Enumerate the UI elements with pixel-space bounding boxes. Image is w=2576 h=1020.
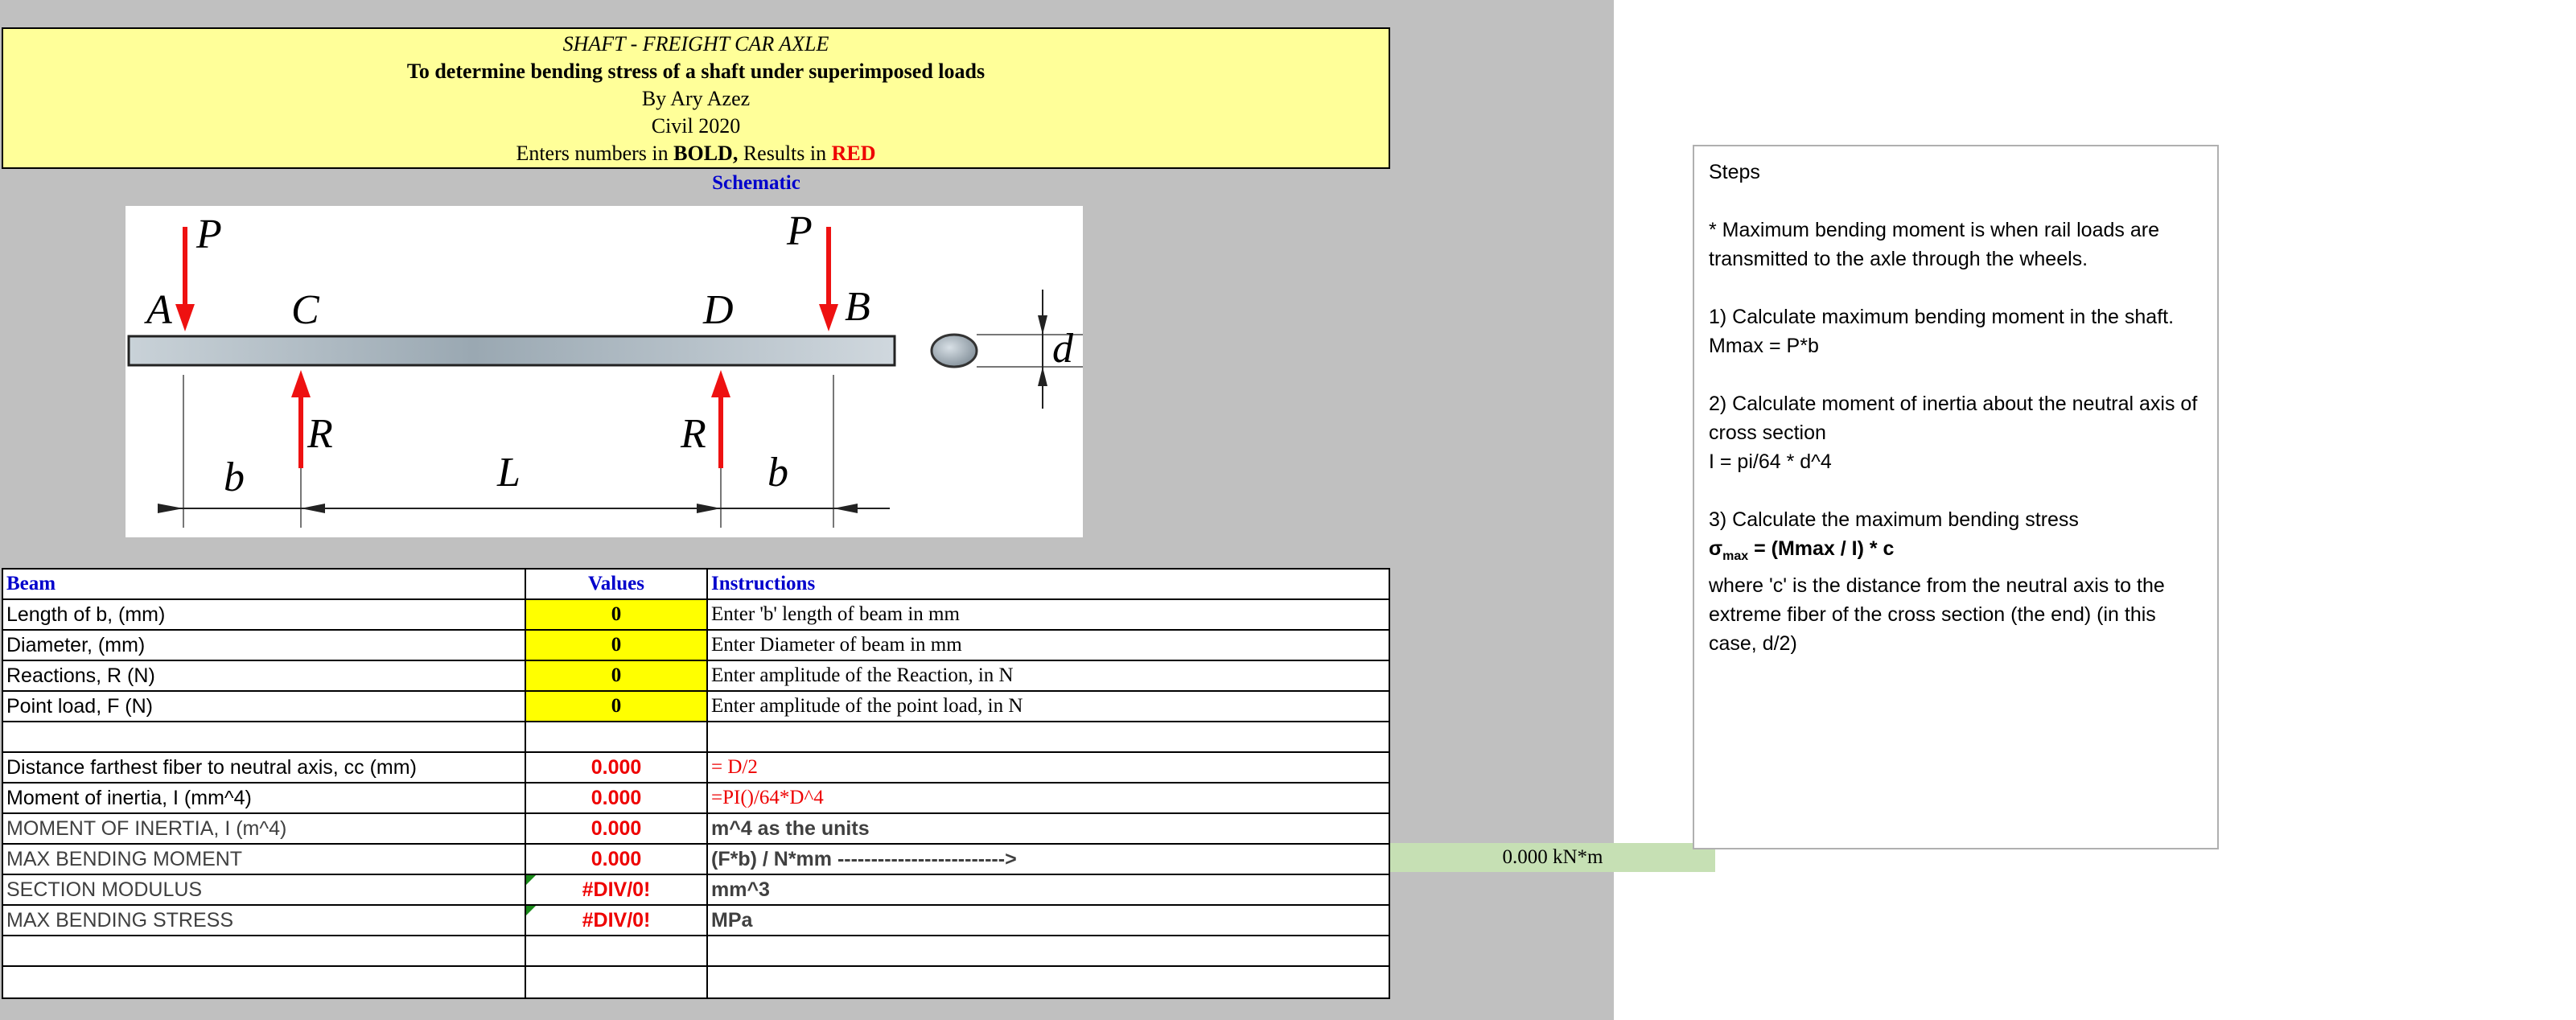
instruction-cell[interactable]: mm^3	[711, 878, 770, 901]
empty-cell[interactable]	[3, 722, 526, 751]
table-header-row	[3, 570, 1389, 600]
empty-cell[interactable]	[708, 936, 1389, 965]
instruction-cell[interactable]: =PI()/64*D^4	[711, 787, 824, 808]
header-beam[interactable]: Beam	[3, 570, 526, 598]
schematic-image[interactable]	[126, 206, 1083, 537]
input-length-b[interactable]: 0	[526, 600, 708, 629]
instruction-cell[interactable]: Enter Diameter of beam in mm	[711, 634, 962, 656]
cross-section-circle	[932, 335, 977, 367]
table-row	[3, 692, 1389, 722]
header-banner[interactable]	[2, 27, 1390, 169]
header-course: Civil 2020	[651, 114, 741, 138]
section-arrow-top	[1038, 315, 1047, 335]
table-row	[3, 784, 1389, 814]
result-inertia-m[interactable]: 0.000	[526, 814, 708, 843]
label-p-left: P	[196, 212, 222, 257]
label-c: C	[291, 287, 319, 333]
label-p-right: P	[787, 208, 813, 254]
schematic-svg	[126, 206, 1083, 537]
legend-red: RED	[831, 142, 876, 165]
empty-cell[interactable]	[526, 722, 708, 751]
header-legend	[3, 142, 1389, 166]
label-cell[interactable]: MAX BENDING STRESS	[3, 906, 526, 935]
steps-title: Steps	[1709, 161, 1760, 183]
max-moment-kn-cell[interactable]: 0.000 kN*m	[1390, 843, 1715, 872]
dim-arrow-1	[158, 504, 183, 513]
label-l: L	[497, 450, 521, 496]
step-1: 1) Calculate maximum bending moment in the shaft.	[1709, 306, 2175, 328]
schematic-title: Schematic	[712, 172, 800, 194]
step-1-formula: Mmax = P*b	[1709, 335, 1819, 357]
step-3: 3) Calculate the maximum bending stress	[1709, 508, 2079, 531]
step-3-formula	[1709, 534, 2203, 571]
empty-row	[3, 967, 1389, 997]
empty-cell[interactable]	[526, 967, 708, 997]
label-cell[interactable]: Length of b, (mm)	[3, 600, 526, 629]
formula-text: = (Mmax / I) * c	[1748, 537, 1895, 560]
empty-cell[interactable]	[708, 967, 1389, 997]
label-a: A	[146, 287, 172, 333]
instruction-cell[interactable]: Enter amplitude of the Reaction, in N	[711, 664, 1014, 686]
label-cell[interactable]: Diameter, (mm)	[3, 631, 526, 660]
input-reactions[interactable]: 0	[526, 661, 708, 690]
header-instructions[interactable]: Instructions	[711, 573, 816, 594]
dim-arrow-2	[301, 504, 325, 513]
label-cell[interactable]: Distance farthest fiber to neutral axis, cc (mm)	[3, 753, 526, 782]
beam-shape	[129, 336, 895, 365]
label-d-diameter: d	[1052, 326, 1073, 372]
steps-textbox[interactable]	[1693, 145, 2219, 849]
instruction-cell[interactable]: Enter 'b' length of beam in mm	[711, 603, 960, 625]
step-3-note: where 'c' is the distance from the neutral axis to the extreme fiber of the cross section (the end) (in this case, d/2)	[1709, 574, 2165, 655]
arrow-r-right-head	[711, 370, 730, 397]
instruction-cell[interactable]: MPa	[711, 909, 753, 932]
label-cell[interactable]: MOMENT OF INERTIA, I (m^4)	[3, 814, 526, 843]
instruction-cell[interactable]: = D/2	[711, 756, 758, 778]
dim-arrow-4	[833, 504, 858, 513]
input-point-load[interactable]: 0	[526, 692, 708, 721]
table-row	[3, 875, 1389, 906]
label-b-right: b	[767, 450, 788, 496]
table-row	[3, 845, 1389, 875]
header-author: By Ary Azez	[641, 87, 751, 110]
result-max-stress[interactable]	[526, 906, 708, 935]
label-b-left: b	[224, 454, 245, 500]
calc-table	[2, 568, 1390, 999]
empty-cell[interactable]	[708, 722, 1389, 751]
header-title: SHAFT - FREIGHT CAR AXLE	[562, 32, 829, 56]
table-row	[3, 814, 1389, 845]
table-row	[3, 906, 1389, 936]
table-row	[3, 753, 1389, 784]
table-row	[3, 661, 1389, 692]
sigma-subscript: max	[1722, 549, 1749, 563]
arrow-p-left-head	[175, 304, 195, 331]
empty-cell[interactable]	[526, 936, 708, 965]
result-inertia-mm[interactable]: 0.000	[526, 784, 708, 812]
step-2: 2) Calculate moment of inertia about the neutral axis of cross section	[1709, 393, 2198, 444]
header-values[interactable]: Values	[526, 570, 708, 598]
label-r-right: R	[681, 411, 706, 457]
result-max-moment[interactable]: 0.000	[526, 845, 708, 874]
label-r-left: R	[307, 411, 333, 457]
instruction-cell[interactable]: Enter amplitude of the point load, in N	[711, 695, 1023, 717]
arrow-r-left-head	[291, 370, 311, 397]
value-text: #DIV/0!	[582, 909, 651, 932]
result-section-modulus[interactable]	[526, 875, 708, 904]
step-2-formula: I = pi/64 * d^4	[1709, 450, 1832, 473]
result-cc[interactable]: 0.000	[526, 753, 708, 782]
legend-mid: Results in	[738, 142, 832, 165]
label-b-point: B	[845, 284, 870, 330]
empty-row	[3, 936, 1389, 967]
empty-cell[interactable]	[3, 936, 526, 965]
legend-prefix: Enters numbers in	[516, 142, 674, 165]
label-cell[interactable]: Moment of inertia, I (mm^4)	[3, 784, 526, 812]
label-cell[interactable]: Point load, F (N)	[3, 692, 526, 721]
table-row	[3, 600, 1389, 631]
empty-cell[interactable]	[3, 967, 526, 997]
label-cell[interactable]: MAX BENDING MOMENT	[3, 845, 526, 874]
value-text: #DIV/0!	[582, 878, 651, 901]
steps-intro: * Maximum bending moment is when rail loads are transmitted to the axle through the wheels.	[1709, 219, 2159, 270]
empty-row	[3, 722, 1389, 753]
label-d: D	[703, 287, 734, 333]
error-indicator-icon	[526, 875, 536, 885]
input-diameter[interactable]: 0	[526, 631, 708, 660]
instruction-cell[interactable]: m^4 as the units	[711, 817, 870, 840]
table-row	[3, 631, 1389, 661]
dim-arrow-3	[697, 504, 721, 513]
legend-bold: BOLD,	[673, 142, 739, 165]
header-subtitle: To determine bending stress of a shaft under superimposed loads	[406, 60, 986, 83]
arrow-p-right-head	[819, 304, 838, 331]
label-cell[interactable]: SECTION MODULUS	[3, 875, 526, 904]
section-arrow-bottom	[1038, 367, 1047, 386]
error-indicator-icon	[526, 906, 536, 915]
sigma-symbol: σ	[1709, 537, 1723, 560]
instruction-cell[interactable]: (F*b) / N*mm ------------------------->	[711, 848, 1017, 870]
label-cell[interactable]: Reactions, R (N)	[3, 661, 526, 690]
